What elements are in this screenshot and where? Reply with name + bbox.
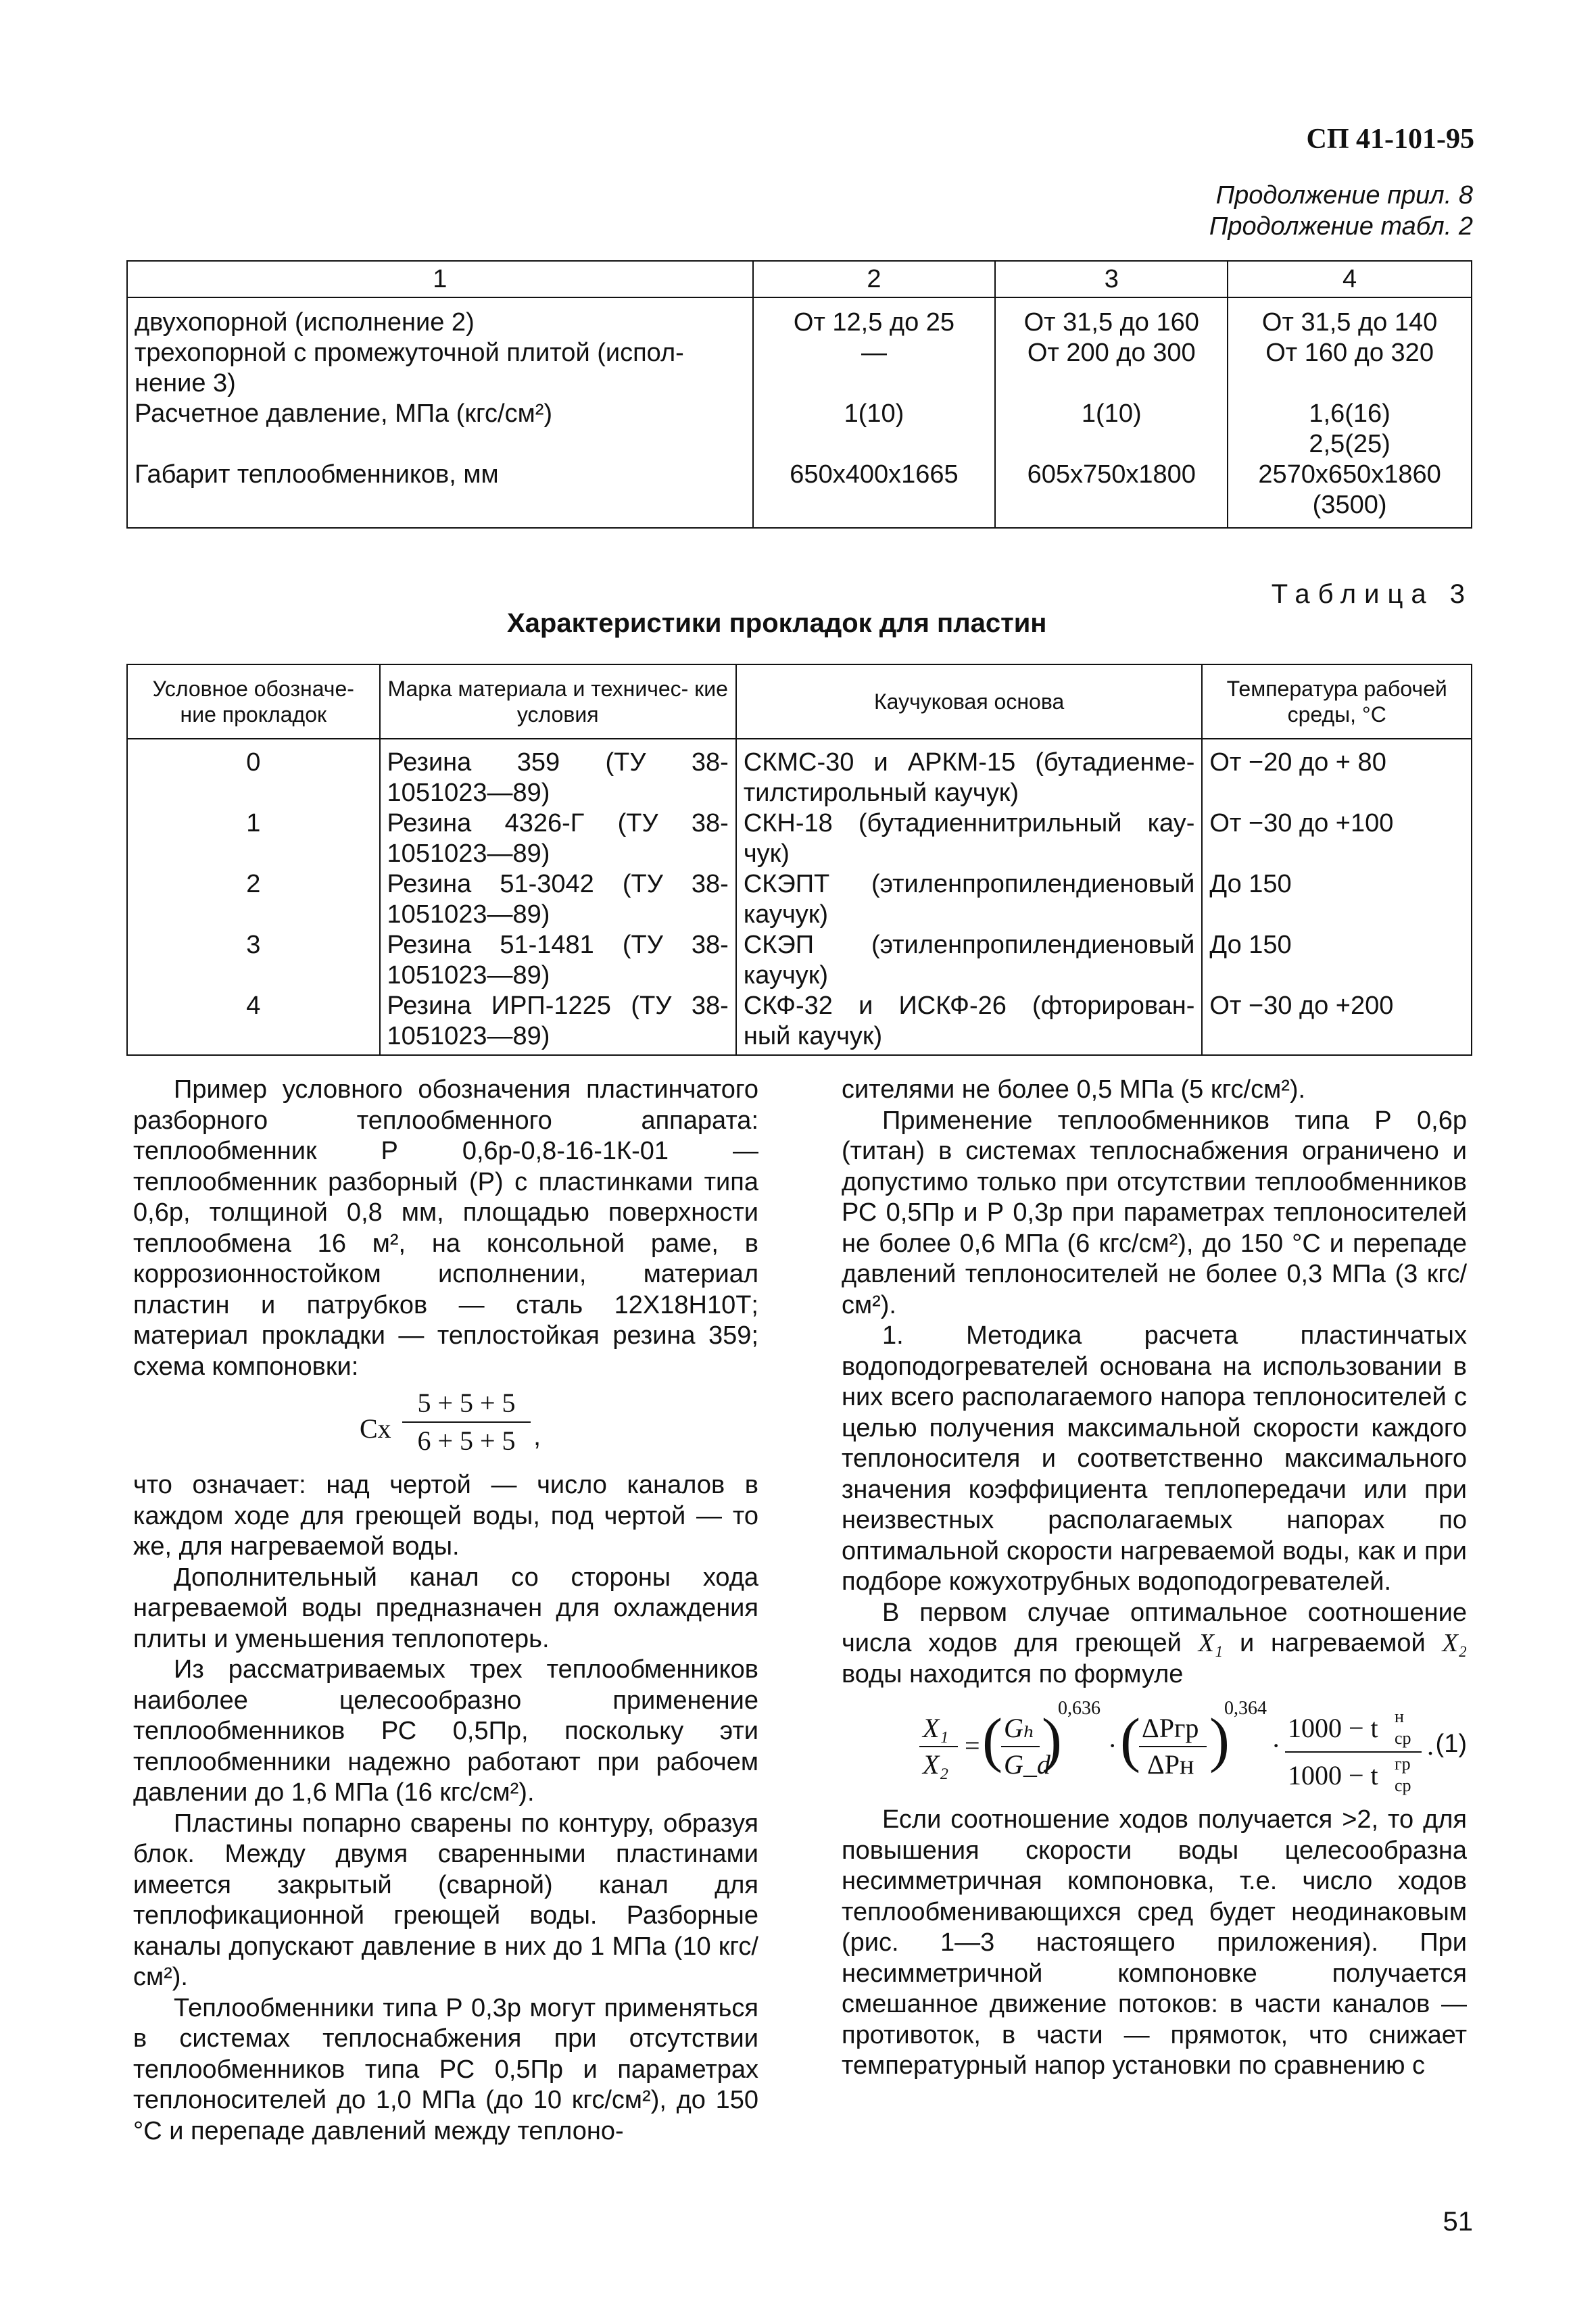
formula-exponent-2: 0,364 [1224,1698,1267,1719]
cell-line [758,429,991,460]
cell-line: 1051023—89) [387,1022,550,1050]
table-3-label: Таблица 3 [1271,579,1473,609]
text-run: В первом случае оптимальное соотношение числа ходов для греющей [842,1598,1467,1657]
formula-gh: Gₕ [1004,1713,1036,1743]
svg-text:): ) [1209,1707,1230,1774]
formula-dp-heated: ΔPн [1147,1749,1194,1780]
formula-gd: G_d [1004,1749,1050,1780]
table-body-row [127,297,1472,528]
cell-line: СКН-18 (бутадиеннитрильный кау- [743,809,1195,837]
formula-den-sub: ср [1395,1776,1411,1795]
formula-x1: X₁ [923,1713,949,1743]
svg-text:(: ( [1120,1707,1140,1774]
table-cell [995,297,1228,528]
cell-line: До 150 [1209,870,1292,898]
cell-line: От −20 до + 80 [1209,748,1386,777]
table-cell [753,297,996,528]
formula-x2: X₂ [923,1749,949,1780]
svg-text:(: ( [982,1707,1002,1774]
table-cell [127,297,753,528]
cell-line: 650x400x1665 [790,460,959,489]
cell-line: 3 [246,931,261,959]
cell-line: нение 3) [135,369,236,397]
variable-x1: X₁ [1198,1629,1224,1657]
document-code: СП 41-101-95 [1306,124,1474,155]
cell-line: СКМС-30 и АРКМ-15 (бутадиенме- [743,748,1195,777]
paragraph: Пластины попарно сварены по контуру, образуя блок. Между двумя сваренными пластинами имеется закрытый (сварной) канал для теплофикационной греющей воды. Разборные каналы допускают давление в них до 1 МПа (10 кгс/см²). [133,1809,758,1991]
column-header: 4 [1228,261,1472,297]
svg-text:): ) [1042,1707,1062,1774]
cell-line: СКЭП (этиленпропилендиеновый [743,931,1195,959]
cell-line: 1051023—89) [387,961,550,990]
cell-line: От 12,5 до 25 [793,308,955,337]
continuation-appendix: Продолжение прил. 8 [1215,181,1473,210]
formula-exponent-1: 0,636 [1058,1698,1101,1719]
cell-line [135,429,746,460]
table-header-row [127,664,1472,739]
cell-line: 2570x650x1860 [1258,460,1441,489]
cell-line: Резина 51-3042 (ТУ 38- [387,870,729,898]
cell-line: Габарит теплообменников, мм [135,460,499,489]
table-2-continuation [126,260,1472,529]
svg-text:·: · [1272,1730,1281,1761]
formula-1-graphic [842,1690,1467,1805]
cell-line: От 31,5 до 140 [1261,308,1438,337]
cell-line: 0 [246,748,261,777]
cell-line: чук) [743,839,790,868]
cell-line: ный каучук) [743,1022,883,1050]
paragraph [842,1598,1467,1690]
svg-text:=: = [965,1730,980,1761]
cell-line: 1 [246,809,261,837]
cell-line: трехопорной с промежуточной плитой (испол- [135,339,684,367]
table-3 [126,664,1472,1056]
layout-formula [133,1382,758,1470]
cell-line [1000,429,1223,460]
paragraph: Из рассматриваемых трех теплообменников наиболее целесообразно применение теплообменников РС 0,5Пр, поскольку эти теплообменники надежно работают при рабочем давлении до 1,6 МПа (16 кгс/см²). [133,1655,758,1807]
cell-line: Резина ИРП-1225 (ТУ 38- [387,992,729,1020]
cell-line: Расчетное давление, МПа (кгс/см²) [135,399,553,428]
left-text-column [133,1075,758,2147]
table-header-row [127,261,1472,297]
fraction-bar [402,1421,531,1423]
cell-line: СКЭПТ (этиленпропилендиеновый [743,870,1195,898]
table-3-title: Характеристики прокладок для пластин [507,608,1047,638]
cell-line: Резина 51-1481 (ТУ 38- [387,931,729,959]
cell-line: каучук) [743,961,829,990]
paragraph: Теплообменники типа Р 0,3р могут применяться в системах теплоснабжения при отсутствии теплообменников типа РС 0,5Пр и параметрах теплоносителей до 1,0 МПа (до 10 кгс/см²), до 150 °С и перепаде давлений между теплоно- [133,1993,758,2145]
paragraph: сителями не более 0,5 МПа (5 кгс/см²). [842,1075,1306,1104]
column-header: 2 [753,261,996,297]
continuation-table: Продолжение табл. 2 [1209,212,1473,241]
equation-number: (1) [1435,1730,1467,1758]
cell-line: От 31,5 до 160 [1023,308,1199,337]
cell-line: От 200 до 300 [1027,339,1196,367]
formula-denominator: 6 + 5 + 5 [417,1425,516,1456]
formula-num-sub: ср [1395,1728,1411,1748]
paragraph: что означает: над чертой — число каналов в каждом ходе для греющей воды, под чертой — то же, для нагреваемой воды. [133,1471,758,1561]
cell-line: Резина 4326-Г (ТУ 38- [387,809,729,837]
cell-line [1000,368,1223,399]
formula-dp-heating: ΔPгр [1142,1713,1199,1743]
cell-line: От −30 до +100 [1209,809,1394,837]
page-number: 51 [1443,2207,1473,2237]
cell-line: 2 [246,870,261,898]
cell-line: тилстирольный каучук) [743,779,1019,807]
cell-line: 4 [246,992,261,1020]
cell-line: двухопорной (исполнение 2) [135,308,475,337]
column-header: Марка материала и техничес- кие условия [380,664,736,739]
paragraph: 1. Методика расчета пластинчатых водоподогревателей основана на использовании в них всего располагаемого напора теплоносителей с целью получения максимальной скорости каждого теплоносителя и соответственно максимального значения коэффициента теплопередачи или при неизвестных располагаемых напорах по оптимальной скорости нагреваемой воды, как и при подборе кожухотрубных водоподогревателей. [842,1321,1467,1596]
formula-num-sup: н [1395,1707,1404,1726]
cell-line: СКФ-32 и ИСКФ-26 (фторирован- [743,992,1195,1020]
cell-line: 1051023—89) [387,839,550,868]
formula-1 [842,1690,1467,1805]
formula-den-sup: гр [1395,1754,1411,1774]
cell-line: Резина 359 (ТУ 38- [387,748,729,777]
table-body-row [127,739,1472,1055]
formula-prefix: Cx [360,1413,391,1444]
column-header: Температура рабочей среды, °C [1202,664,1472,739]
formula-suffix: , [533,1421,541,1451]
formula-numerator: 1000 − t [1288,1713,1378,1743]
cell-line: каучук) [743,900,829,929]
cell-line: 1051023—89) [387,779,550,807]
cell-line: (3500) [1312,491,1387,519]
table-cell-codes [127,739,380,1055]
table-cell-temperatures [1202,739,1472,1055]
formula-numerator: 5 + 5 + 5 [417,1388,516,1418]
column-header: 1 [127,261,753,297]
paragraph: Дополнительный канал со стороны хода нагреваемой воды предназначен для охлаждения плиты и уменьшения теплопотерь. [133,1563,758,1653]
svg-text:·: · [1108,1730,1117,1761]
cell-line: — [861,339,887,367]
cell-line: 1(10) [844,399,904,428]
paragraph: Применение теплообменников типа Р 0,6р (титан) в системах теплоснабжения ограничено и допустимо только при отсутствии теплообменников РС 0,5Пр и Р 0,3р при параметрах теплоносителей не более 0,6 МПа (6 кгс/см²), до 150 °С и перепаде давлений теплоносителей не более 0,3 МПа (3 кгс/см²). [842,1106,1467,1319]
cell-line: 1(10) [1081,399,1142,428]
svg-text:.: . [1427,1730,1434,1761]
right-text-column [842,1075,1467,2082]
text-run: воды находится по формуле [842,1659,1184,1688]
cell-line [758,368,991,399]
column-header: Каучуковая основа [736,664,1203,739]
cell-line: 1,6(16) [1309,399,1391,428]
variable-x2: X₂ [1442,1629,1468,1657]
formula-fraction [402,1388,531,1456]
cell-line: До 150 [1209,931,1292,959]
cell-line: 1051023—89) [387,900,550,929]
cell-line [1232,368,1467,399]
text-run: и нагреваемой [1239,1629,1426,1657]
column-header: 3 [995,261,1228,297]
table-cell-materials [380,739,736,1055]
cell-line: От 160 до 320 [1265,339,1434,367]
cell-line: 605x750x1800 [1027,460,1196,489]
column-header: Условное обозначе- ние прокладок [127,664,380,739]
table-cell [1228,297,1472,528]
paragraph: Если соотношение ходов получается >2, то для повышения скорости воды целесообразна несимметричная компоновка, т.е. число ходов теплообменивающихся сред будет неодинаковым (рис. 1—3 настоящего приложения). При несимметричной компоновке получается смешанное движение потоков: в части каналов — противоток, в части — прямоток, что снижает температурный напор установки по сравнению с [842,1805,1467,2080]
cell-line: От −30 до +200 [1209,992,1394,1020]
formula-denominator: 1000 − t [1288,1760,1378,1790]
table-cell-rubber-base [736,739,1203,1055]
paragraph: Пример условного обозначения пластинчатого разборного теплообменного аппарата: теплообменник Р 0,6р-0,8-16-1К-01 — теплообменник разборный (Р) с пластинками типа 0,6р, толщиной 0,8 мм, площадью поверхности теплообмена 16 м², на консольной раме, в коррозионностойком исполнении, материал пластин и патрубков — сталь 12Х18Н10Т; материал прокладки — теплостойкая резина 359; схема компоновки: [133,1075,758,1381]
cell-line: 2,5(25) [1309,430,1391,458]
